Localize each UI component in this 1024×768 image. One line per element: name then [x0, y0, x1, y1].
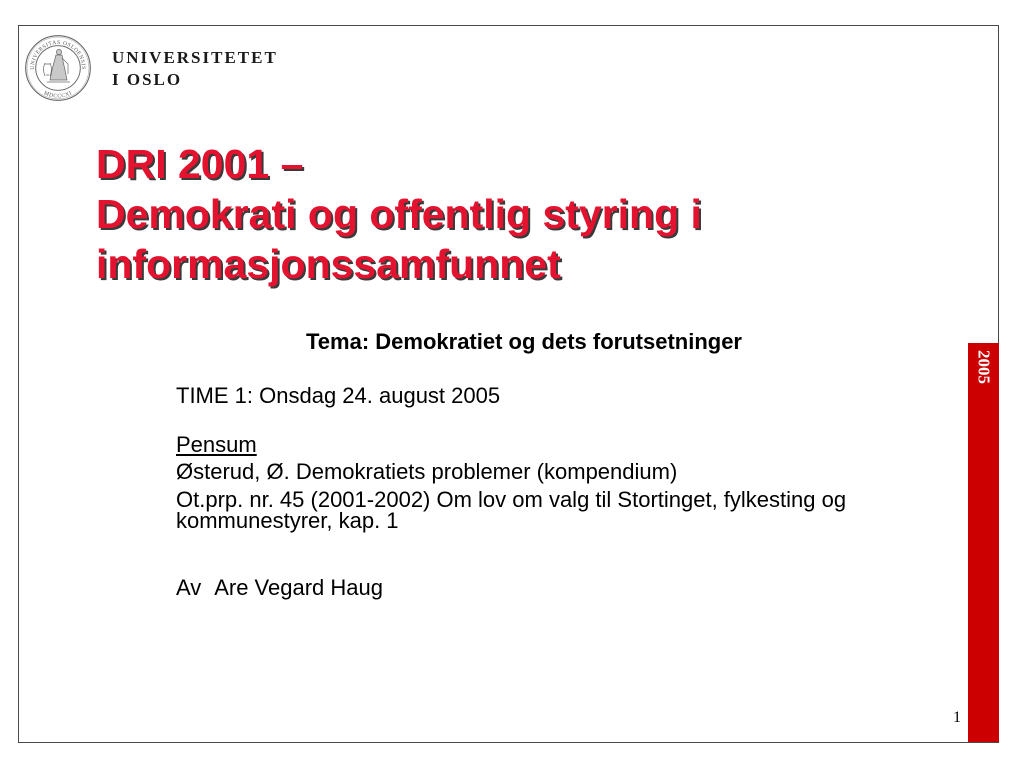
author-name: Are Vegard Haug [214, 575, 383, 600]
reading-item-2: Ot.prp. nr. 45 (2001-2002) Om lov om valg til Stortinget, fylkesting og kommunestyrer, kap. 1 [176, 487, 847, 533]
author-line [176, 577, 383, 599]
session-line: TIME 1: Onsdag 24. august 2005 [176, 383, 501, 408]
side-bar-year: 2005 [974, 350, 994, 384]
year-side-bar [968, 343, 999, 742]
author-prefix: Av [176, 575, 202, 600]
title-line-2: Demokrati og offentlig styring i [96, 191, 702, 237]
logo-line-2: I OSLO [112, 70, 183, 89]
seal-top-text: UNIVERSITAS OSLOENSIS [29, 39, 87, 70]
slide-border [18, 25, 999, 743]
slide-subtitle: Tema: Demokratiet og dets forutsetninger [306, 329, 742, 354]
seal-bottom-text: MDCCCXI [42, 90, 74, 100]
page-number: 1 [953, 709, 961, 726]
reading-heading: Pensum [176, 432, 257, 457]
slide-title [96, 139, 702, 289]
reading-item-1: Østerud, Ø. Demokratiets problemer (kompendium) [176, 459, 678, 484]
university-wordmark [112, 47, 278, 91]
university-seal-icon [24, 34, 92, 102]
title-line-1: DRI 2001 – [96, 141, 304, 187]
title-line-3: informasjonssamfunnet [96, 241, 561, 287]
logo-line-1: UNIVERSITETET [112, 48, 278, 67]
seal-figure [44, 49, 71, 82]
